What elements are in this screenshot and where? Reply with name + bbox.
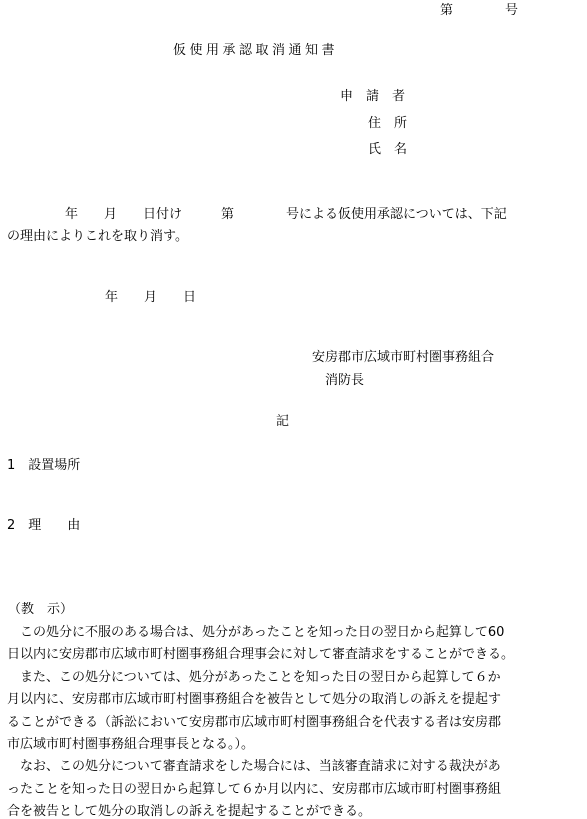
applicant-address-label: 住 所 [368, 116, 408, 131]
notice-line: この処分に不服のある場合は、処分があったことを知った日の翌日から起算して60 [7, 625, 505, 640]
body-line-1: 年 月 日付け 第 号による仮使用承認については、下記 [13, 207, 507, 222]
page-title: 仮使用承認取消通知書 [173, 43, 339, 58]
item-installation-location: 1 設置場所 [7, 458, 81, 473]
applicant-name-label: 氏 名 [368, 142, 408, 157]
issuer-organization: 安房郡市広域市町村圏事務組合 [312, 350, 495, 365]
notice-line: 日以内に安房郡市広域市町村圏事務組合理事会に対して審査請求をすることができる。 [7, 647, 515, 662]
body-line-2: の理由によりこれを取り消す。 [7, 229, 188, 244]
issuer-title: 消防長 [325, 373, 365, 388]
item-reason: 2 理 由 [7, 518, 81, 533]
notice-line: 市広域市町村圏事務組合理事長となる。）。 [7, 737, 255, 752]
notice-line: なお、この処分について審査請求をした場合には、当該審査請求に対する裁決があ [7, 759, 501, 774]
issue-date: 年 月 日 [105, 290, 197, 305]
applicant-heading: 申 請 者 [340, 89, 406, 104]
notice-line: 月以内に、安房郡市広域市町村圏事務組合を被告として処分の取消しの訴えを提起す [7, 692, 502, 707]
notice-line: また、この処分については、処分があったことを知った日の翌日から起算して６か [7, 670, 501, 685]
notice-line: 合を被告として処分の取消しの訴えを提起することができる。 [7, 804, 372, 819]
notice-line: ったことを知った日の翌日から起算して６か月以内に、安房郡市広域市町村圏事務組 [7, 782, 502, 797]
notice-heading: （教 示） [8, 602, 74, 617]
ki-heading: 記 [276, 414, 290, 429]
notice-line: ることができる（訴訟において安房郡市広域市町村圏事務組合を代表する者は安房郡 [7, 715, 502, 730]
document-number: 第 号 [440, 3, 519, 18]
